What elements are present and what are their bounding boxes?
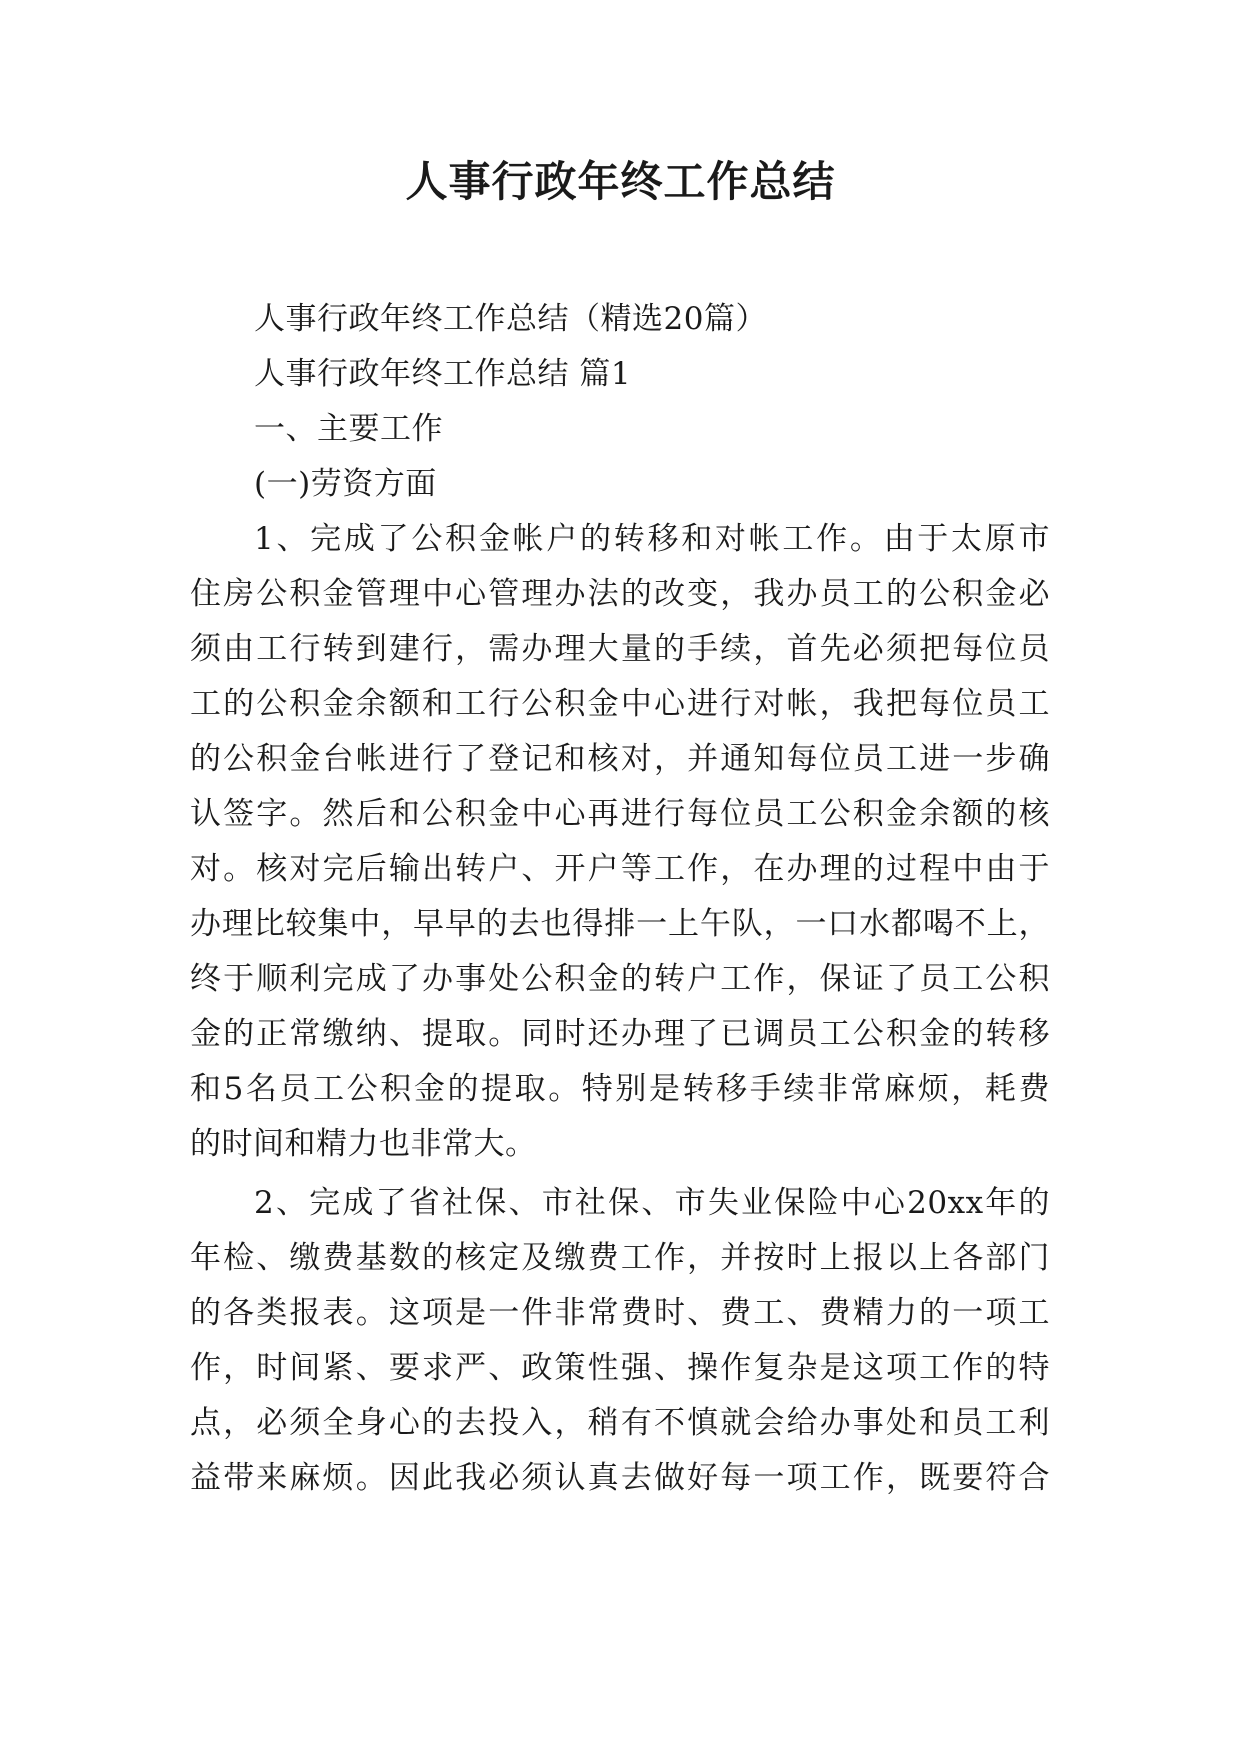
paragraph-line: 终于顺利完成了办事处公积金的转户工作，保证了员工公积 [190,961,1050,997]
document-body [190,292,1050,1506]
paragraph-line: 1、完成了公积金帐户的转移和对帐工作。由于太原市 [254,521,1050,557]
paragraph-line: 金的正常缴纳、提取。同时还办理了已调员工公积金的转移 [190,1016,1050,1052]
subsection-heading: (一)劳资方面 [254,466,437,502]
paragraph-line: 点，必须全身心的去投入，稍有不慎就会给办事处和员工利 [190,1405,1050,1441]
paragraph-line: 的各类报表。这项是一件非常费时、费工、费精力的一项工 [190,1295,1050,1331]
paragraph-line: 住房公积金管理中心管理办法的改变，我办员工的公积金必 [190,576,1050,612]
paragraph-line: 益带来麻烦。因此我必须认真去做好每一项工作，既要符合 [190,1460,1050,1496]
paragraph-line: 年检、缴费基数的核定及缴费工作，并按时上报以上各部门 [190,1240,1050,1276]
paragraph-line: 工的公积金余额和工行公积金中心进行对帐，我把每位员工 [190,686,1050,722]
document-title: 人事行政年终工作总结 [405,157,836,206]
paragraph-line: 的公积金台帐进行了登记和核对，并通知每位员工进一步确 [190,741,1050,777]
chapter-heading: 人事行政年终工作总结 篇1 [254,356,632,392]
subtitle-line: 人事行政年终工作总结（精选20篇） [254,301,767,337]
paragraph-line: 须由工行转到建行，需办理大量的手续，首先必须把每位员 [190,631,1050,667]
paragraph-line: 对。核对完后输出转户、开户等工作，在办理的过程中由于 [190,851,1050,887]
paragraph-line: 认签字。然后和公积金中心再进行每位员工公积金余额的核 [190,796,1050,832]
paragraph-line: 2、完成了省社保、市社保、市失业保险中心20xx年的 [254,1185,1050,1221]
paragraph-line: 的时间和精力也非常大。 [190,1126,537,1162]
paragraph-line: 和5名员工公积金的提取。特别是转移手续非常麻烦，耗费 [190,1071,1050,1107]
paragraph-line: 办理比较集中，早早的去也得排一上午队，一口水都喝不上， [190,906,1050,942]
paragraph-line: 作，时间紧、要求严、政策性强、操作复杂是这项工作的特 [190,1350,1050,1386]
section-heading: 一、主要工作 [254,411,443,447]
